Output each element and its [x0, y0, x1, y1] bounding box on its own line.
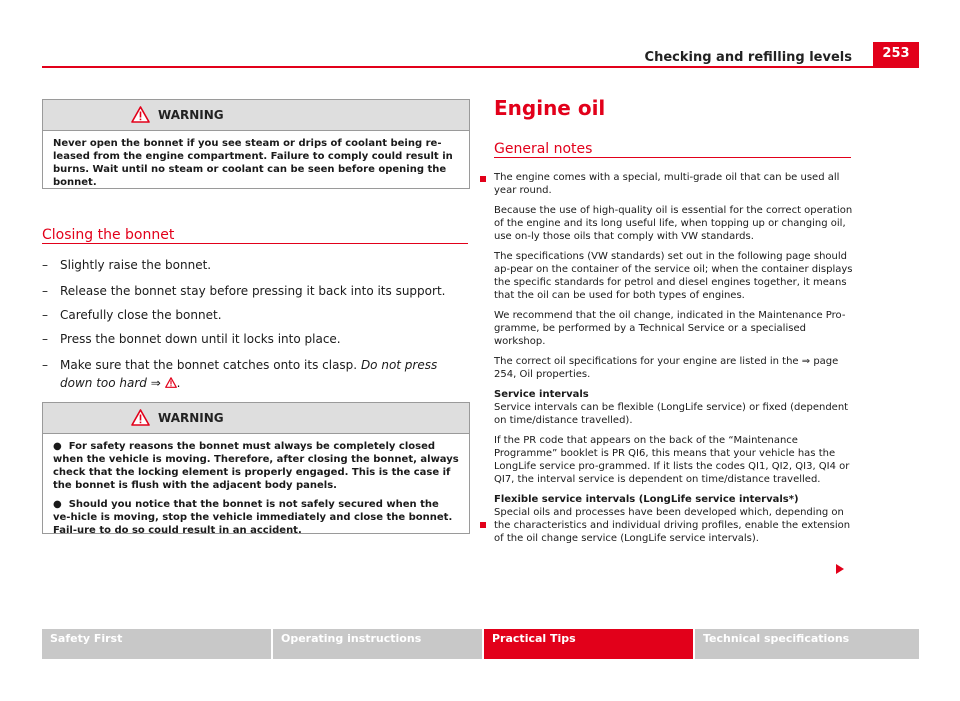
- paragraph: The engine comes with a special, multi-grade oil that can be used all year round.: [494, 172, 840, 196]
- continue-arrow-icon: [835, 564, 845, 574]
- warning-triangle-icon: [131, 409, 150, 426]
- tab-safety-first[interactable]: Safety First: [42, 629, 271, 659]
- service-intervals-heading: Service intervals: [494, 389, 589, 400]
- warning-bullet: ● Should you notice that the bonnet is not safely secured when the ve-hicle is moving, stop the vehicle immediately and close the bonnet. Fail-ure to do so could result in an accident.: [53, 499, 453, 536]
- list-item: – Press the bonnet down until it locks into place.: [42, 332, 341, 346]
- tab-technical-specifications[interactable]: Technical specifications: [695, 629, 919, 659]
- warning-title: WARNING: [158, 411, 224, 425]
- list-item: – Release the bonnet stay before pressing it back into its support.: [42, 284, 446, 298]
- section-title: Checking and refilling levels: [644, 50, 852, 65]
- header-rule: [42, 66, 919, 68]
- warning-text: Never open the bonnet if you see steam or drips of coolant being re-leased from the engine compartment. Failure to comply could result in burns. Wait until no steam or coolant can be seen before opening the bonnet.: [53, 138, 453, 188]
- tab-practical-tips[interactable]: Practical Tips: [484, 629, 693, 659]
- warning-box-safety: [42, 402, 470, 534]
- page-number: 253: [873, 42, 919, 66]
- engine-oil-title: Engine oil: [494, 96, 606, 120]
- heading-rule: [494, 157, 851, 158]
- list-item: – Make sure that the bonnet catches onto its clasp. Do not press down too hard ⇒ .: [42, 358, 438, 390]
- warning-header: [43, 100, 469, 131]
- heading-rule: [42, 243, 468, 244]
- paragraph: Because the use of high-quality oil is essential for the correct operation of the engine and its long useful life, when topping up or changing oil, use on-ly those oils that comply with VW standards.: [494, 205, 853, 242]
- warning-triangle-icon: [165, 377, 177, 388]
- warning-title: WARNING: [158, 108, 224, 122]
- closing-bonnet-heading: Closing the bonnet: [42, 227, 175, 243]
- paragraph: Special oils and processes have been developed which, depending on the characteristics and individual driving profiles, enable the extension of the oil change service (LongLife service intervals).: [494, 507, 851, 544]
- section-end-mark: [480, 522, 486, 528]
- caution-note: Do not press down too hard: [60, 358, 438, 390]
- flexible-intervals-heading: Flexible service intervals (LongLife service intervals*): [494, 494, 799, 505]
- list-item: – Slightly raise the bonnet.: [42, 258, 212, 272]
- warning-header: [43, 403, 469, 434]
- cross-reference-link[interactable]: ⇒: [150, 376, 161, 390]
- engine-oil-body: [494, 171, 858, 552]
- paragraph: The specifications (VW standards) set out in the following page should ap-pear on the container of the service oil; when the container displays the specific standards for petrol and diesel engines together, it means that the oil can be used for both types of engines.: [494, 251, 853, 301]
- warning-box-steam: [42, 99, 470, 189]
- section-end-mark: [480, 176, 486, 182]
- paragraph: If the PR code that appears on the back of the “Maintenance Programme” booklet is PR QI6, this means that your vehicle has the LongLife service pro-grammed. If it lists the codes QI1, QI2, QI3, QI4 or QI7, the interval service is dependent on time/distance travelled.: [494, 435, 850, 485]
- tab-operating-instructions[interactable]: Operating instructions: [273, 629, 482, 659]
- paragraph: The correct oil specifications for your engine are listed in the ⇒ page 254, Oil properties.: [494, 356, 839, 380]
- list-item: – Carefully close the bonnet.: [42, 308, 222, 322]
- general-notes-heading: General notes: [494, 141, 593, 157]
- warning-triangle-icon: [131, 106, 150, 123]
- warning-bullet: ● For safety reasons the bonnet must always be completely closed when the vehicle is moving. Therefore, after closing the bonnet, always check that the locking element is properly engaged. This is the case if the bonnet is flush with the adjacent body panels.: [53, 441, 459, 491]
- paragraph: Service intervals can be flexible (LongLife service) or fixed (dependent on time/distance travelled).: [494, 402, 849, 426]
- paragraph: We recommend that the oil change, indicated in the Maintenance Pro-gramme, be performed by a Technical Service or a specialised workshop.: [494, 310, 846, 347]
